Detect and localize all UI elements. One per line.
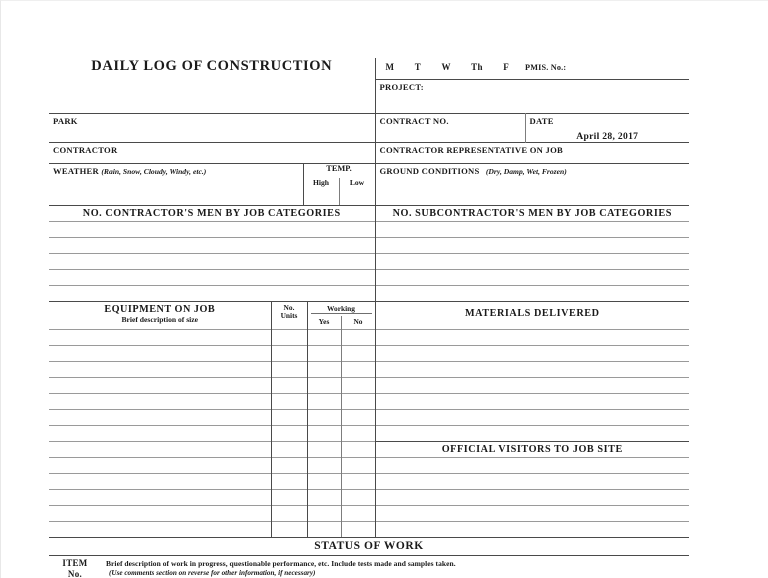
equipment-working-no-entry[interactable] bbox=[341, 522, 375, 538]
equipment-entry-row[interactable] bbox=[49, 522, 689, 538]
equipment-units-entry[interactable] bbox=[271, 474, 307, 490]
days-cell bbox=[375, 58, 525, 80]
working-yes-cell bbox=[307, 316, 341, 330]
contract-no-label: CONTRACT NO. bbox=[379, 116, 449, 126]
materials-header-cell bbox=[375, 302, 689, 330]
equipment-entry-row[interactable] bbox=[49, 458, 689, 474]
title-row bbox=[49, 58, 689, 80]
subcontractor-men-entry[interactable] bbox=[375, 286, 689, 302]
status-of-work-header: STATUS OF WORK bbox=[314, 540, 424, 552]
equipment-materials-table bbox=[49, 301, 689, 537]
pmis-number-label: PMIS. No.: bbox=[525, 63, 567, 72]
status-note-line-1: Brief description of work in progress, questionable performance, etc. Include tests made and samples taken. bbox=[106, 559, 456, 568]
equipment-units-entry[interactable] bbox=[271, 426, 307, 442]
equipment-working-yes-entry[interactable] bbox=[307, 378, 341, 394]
equipment-working-no-entry[interactable] bbox=[341, 426, 375, 442]
equipment-entry-rows bbox=[49, 330, 689, 538]
materials-delivered-entry[interactable] bbox=[375, 362, 689, 378]
status-header-cell bbox=[49, 538, 689, 556]
men-entry-row[interactable] bbox=[49, 222, 689, 238]
weather-hint: (Rain, Snow, Cloudy, Windy, etc.) bbox=[101, 167, 207, 176]
visitors-header-cell bbox=[375, 442, 689, 458]
equipment-working-yes-entry[interactable] bbox=[307, 410, 341, 426]
weather-blank-a bbox=[49, 178, 303, 191]
temp-high-cell bbox=[303, 178, 339, 191]
equipment-units-entry[interactable] bbox=[271, 362, 307, 378]
equipment-units-entry[interactable] bbox=[271, 410, 307, 426]
equipment-subheader: Brief description of size bbox=[121, 315, 199, 324]
contractor-men-entry[interactable] bbox=[49, 222, 375, 238]
day-abbreviations bbox=[376, 58, 526, 72]
equipment-working-no-entry[interactable] bbox=[341, 442, 375, 458]
equipment-working-no-entry[interactable] bbox=[341, 490, 375, 506]
equipment-entry-row[interactable] bbox=[49, 442, 689, 458]
working-no-cell bbox=[341, 316, 375, 330]
equipment-description-entry[interactable] bbox=[49, 362, 271, 378]
subcontractor-men-entry[interactable] bbox=[375, 222, 689, 238]
men-categories-table bbox=[49, 205, 689, 301]
contractor-men-entry[interactable] bbox=[49, 254, 375, 270]
day-f: F bbox=[503, 62, 510, 72]
equipment-description-entry[interactable] bbox=[49, 330, 271, 346]
contractor-men-entry[interactable] bbox=[49, 286, 375, 302]
working-no-label: No bbox=[353, 317, 363, 326]
equipment-description-entry[interactable] bbox=[49, 426, 271, 442]
visitors-header: OFFICIAL VISITORS TO JOB SITE bbox=[441, 444, 623, 455]
equipment-working-no-entry[interactable] bbox=[341, 394, 375, 410]
equipment-working-no-entry[interactable] bbox=[341, 378, 375, 394]
equipment-header: EQUIPMENT ON JOB bbox=[104, 304, 216, 315]
contractor-rep-row bbox=[49, 143, 689, 164]
equipment-working-no-entry[interactable] bbox=[341, 346, 375, 362]
equipment-units-entry[interactable] bbox=[271, 458, 307, 474]
equipment-working-no-entry[interactable] bbox=[341, 330, 375, 346]
project-field bbox=[375, 80, 689, 114]
equipment-working-yes-entry[interactable] bbox=[307, 506, 341, 522]
contractor-rep-label: CONTRACTOR REPRESENTATIVE ON JOB bbox=[379, 145, 563, 155]
contractor-field bbox=[49, 143, 375, 164]
equipment-description-entry[interactable] bbox=[49, 506, 271, 522]
pmis-cell bbox=[525, 58, 689, 80]
visitor-entry[interactable] bbox=[375, 458, 689, 474]
date-label: DATE bbox=[529, 116, 554, 126]
working-yes-label: Yes bbox=[318, 317, 330, 326]
materials-delivered-entry[interactable] bbox=[375, 378, 689, 394]
equipment-units-entry[interactable] bbox=[271, 394, 307, 410]
equipment-working-no-entry[interactable] bbox=[341, 362, 375, 378]
equipment-description-entry[interactable] bbox=[49, 522, 271, 538]
units-header: No. Units bbox=[280, 303, 298, 321]
contractor-men-entry[interactable] bbox=[49, 270, 375, 286]
men-header-row bbox=[49, 206, 689, 222]
equipment-units-entry[interactable] bbox=[271, 442, 307, 458]
equipment-working-yes-entry[interactable] bbox=[307, 330, 341, 346]
materials-delivered-entry[interactable] bbox=[375, 346, 689, 362]
subcontractor-men-header: NO. SUBCONTRACTOR'S MEN BY JOB CATEGORIES bbox=[392, 208, 672, 219]
men-entry-row[interactable] bbox=[49, 238, 689, 254]
temp-low-blank bbox=[339, 191, 375, 205]
equipment-working-yes-entry[interactable] bbox=[307, 490, 341, 506]
equipment-working-no-entry[interactable] bbox=[341, 410, 375, 426]
equipment-working-yes-entry[interactable] bbox=[307, 426, 341, 442]
working-header-cell bbox=[307, 302, 375, 317]
status-note-row bbox=[49, 556, 689, 578]
equipment-entry-row[interactable] bbox=[49, 378, 689, 394]
equipment-working-yes-entry[interactable] bbox=[307, 394, 341, 410]
equipment-working-no-entry[interactable] bbox=[341, 506, 375, 522]
visitor-entry[interactable] bbox=[375, 490, 689, 506]
equipment-units-entry[interactable] bbox=[271, 378, 307, 394]
materials-delivered-entry[interactable] bbox=[375, 394, 689, 410]
status-note-line-2: (Use comments section on reverse for other information, if necessary) bbox=[109, 569, 316, 577]
equipment-description-entry[interactable] bbox=[49, 458, 271, 474]
item-no-label: ITEM No. bbox=[62, 558, 88, 578]
equipment-working-no-entry[interactable] bbox=[341, 474, 375, 490]
contractor-men-entry[interactable] bbox=[49, 238, 375, 254]
visitor-entry[interactable] bbox=[375, 474, 689, 490]
weather-table bbox=[49, 163, 689, 205]
ground-conditions-hint: (Dry, Damp, Wet, Frozen) bbox=[485, 167, 567, 176]
status-note-cell bbox=[101, 556, 689, 578]
temp-high-blank bbox=[303, 191, 339, 205]
temp-high-label: High bbox=[312, 178, 330, 187]
equipment-working-yes-entry[interactable] bbox=[307, 442, 341, 458]
materials-delivered-entry[interactable] bbox=[375, 426, 689, 442]
status-of-work-table bbox=[49, 537, 689, 578]
temp-low-label: Low bbox=[349, 178, 365, 187]
equipment-units-entry[interactable] bbox=[271, 490, 307, 506]
day-w: W bbox=[441, 62, 451, 72]
ground-conditions-label: GROUND CONDITIONS (Dry, Damp, Wet, Frozen) bbox=[379, 166, 567, 176]
subcontractor-men-entry[interactable] bbox=[375, 270, 689, 286]
contractor-men-header: NO. CONTRACTOR'S MEN BY JOB CATEGORIES bbox=[82, 208, 341, 219]
equipment-working-yes-entry[interactable] bbox=[307, 346, 341, 362]
men-entry-row[interactable] bbox=[49, 254, 689, 270]
men-entry-row[interactable] bbox=[49, 270, 689, 286]
equipment-working-yes-entry[interactable] bbox=[307, 362, 341, 378]
subcontractor-men-entry[interactable] bbox=[375, 238, 689, 254]
equipment-entry-row[interactable] bbox=[49, 506, 689, 522]
page-title: DAILY LOG OF CONSTRUCTION bbox=[91, 58, 333, 74]
equipment-working-yes-entry[interactable] bbox=[307, 458, 341, 474]
equipment-description-entry[interactable] bbox=[49, 378, 271, 394]
equipment-entry-row[interactable] bbox=[49, 362, 689, 378]
equipment-units-entry[interactable] bbox=[271, 522, 307, 538]
equipment-header-row bbox=[49, 302, 689, 317]
day-t: T bbox=[414, 62, 422, 72]
day-m: M bbox=[385, 62, 395, 72]
equipment-description-entry[interactable] bbox=[49, 442, 271, 458]
equipment-working-yes-entry[interactable] bbox=[307, 522, 341, 538]
working-header: Working bbox=[311, 303, 372, 314]
equipment-entry-row[interactable] bbox=[49, 426, 689, 442]
equipment-working-no-entry[interactable] bbox=[341, 458, 375, 474]
temp-low-cell bbox=[339, 178, 375, 191]
equipment-entry-row[interactable] bbox=[49, 330, 689, 346]
materials-delivered-entry[interactable] bbox=[375, 410, 689, 426]
subcontractor-men-header-cell bbox=[375, 206, 689, 222]
visitor-entry[interactable] bbox=[375, 506, 689, 522]
equipment-units-entry[interactable] bbox=[271, 506, 307, 522]
equipment-working-yes-entry[interactable] bbox=[307, 474, 341, 490]
date-value: April 28, 2017 bbox=[576, 131, 639, 142]
equipment-entry-row[interactable] bbox=[49, 410, 689, 426]
materials-header: MATERIALS DELIVERED bbox=[464, 308, 600, 319]
equipment-units-entry[interactable] bbox=[271, 346, 307, 362]
contractor-label: CONTRACTOR bbox=[53, 145, 118, 155]
equipment-description-entry[interactable] bbox=[49, 346, 271, 362]
park-label: PARK bbox=[53, 116, 78, 126]
units-header-cell bbox=[271, 302, 307, 330]
equipment-entry-row[interactable] bbox=[49, 490, 689, 506]
date-field bbox=[525, 114, 689, 143]
equipment-units-entry[interactable] bbox=[271, 330, 307, 346]
park-contract-date-row bbox=[49, 114, 689, 143]
equipment-entry-row[interactable] bbox=[49, 394, 689, 410]
materials-delivered-entry[interactable] bbox=[375, 330, 689, 346]
men-entry-row[interactable] bbox=[49, 286, 689, 302]
subcontractor-men-entry[interactable] bbox=[375, 254, 689, 270]
equipment-header-cell bbox=[49, 302, 271, 330]
contract-no-field bbox=[375, 114, 525, 143]
equipment-description-entry[interactable] bbox=[49, 410, 271, 426]
weather-label-row bbox=[49, 164, 689, 179]
project-label: PROJECT: bbox=[379, 82, 424, 92]
status-header-row bbox=[49, 538, 689, 556]
contractor-men-header-cell bbox=[49, 206, 375, 222]
ground-conditions-field bbox=[375, 164, 689, 206]
header-table bbox=[49, 58, 689, 163]
visitor-entry[interactable] bbox=[375, 522, 689, 538]
men-entry-rows bbox=[49, 222, 689, 302]
temp-label: TEMP. bbox=[326, 164, 352, 173]
equipment-description-entry[interactable] bbox=[49, 490, 271, 506]
weather-label: WEATHER (Rain, Snow, Cloudy, Windy, etc.) bbox=[53, 166, 207, 176]
equipment-description-entry[interactable] bbox=[49, 474, 271, 490]
weather-blank-b bbox=[49, 191, 303, 205]
contractor-rep-field bbox=[375, 143, 689, 164]
park-field bbox=[49, 114, 375, 143]
equipment-entry-row[interactable] bbox=[49, 474, 689, 490]
day-th: Th bbox=[471, 62, 483, 72]
item-no-cell bbox=[49, 556, 101, 578]
weather-field bbox=[49, 164, 303, 179]
temp-header-cell bbox=[303, 164, 375, 179]
equipment-entry-row[interactable] bbox=[49, 346, 689, 362]
equipment-description-entry[interactable] bbox=[49, 394, 271, 410]
daily-log-form bbox=[49, 58, 689, 578]
